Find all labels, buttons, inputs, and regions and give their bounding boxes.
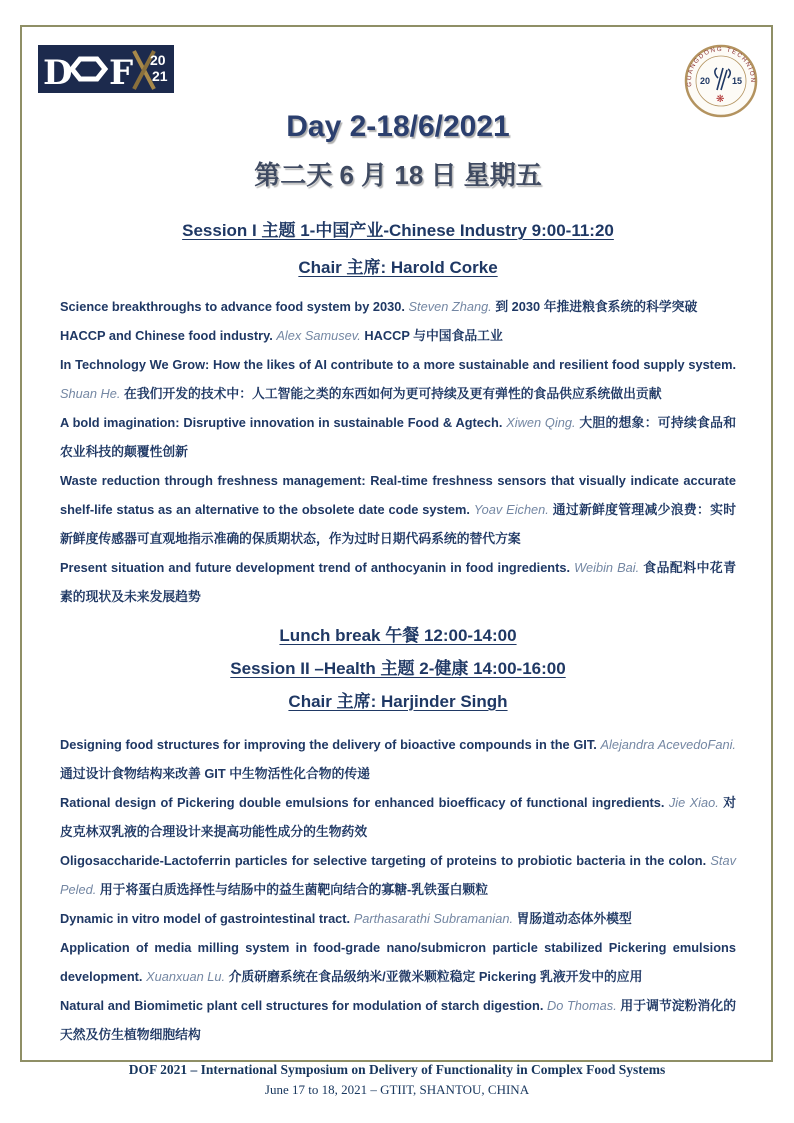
page-footer <box>0 1061 794 1098</box>
talk-author: Stav Peled. <box>60 853 736 897</box>
talk-item-s2-6 <box>60 991 736 1049</box>
logo-year-bottom: 21 <box>152 68 168 84</box>
talk-item-s2-1 <box>60 730 736 788</box>
talk-item-s2-4 <box>60 904 736 933</box>
talk-title-en: Present situation and future development trend of anthocyanin in food ingredients. <box>60 560 571 575</box>
talk-title-zh: 通过设计食物结构来改善 GIT 中生物活性化合物的传递 <box>60 766 370 781</box>
talk-title-zh: 介质研磨系统在食品级纳米/亚微米颗粒稳定 Pickering 乳液开发中的应用 <box>228 969 643 984</box>
talk-title-en: Natural and Biomimetic plant cell structures for modulation of starch digestion. <box>60 998 544 1013</box>
talk-item-s1-4 <box>60 408 736 466</box>
session1-chair: Chair 主席: Harold Corke <box>298 258 498 277</box>
logo-letter-d: D <box>43 53 73 93</box>
talk-author: Do Thomas. <box>547 998 617 1013</box>
talk-author: Weibin Bai. <box>574 560 640 575</box>
talk-author: Xuanxuan Lu. <box>146 969 226 984</box>
logo-letter-f: F <box>109 53 134 93</box>
talk-item-s2-3 <box>60 846 736 904</box>
talk-title-en: Application of media milling system in food-grade nano/submicron particle stabilized Pickering emulsions development. <box>60 940 736 984</box>
talk-item-s1-2 <box>60 321 736 350</box>
talk-author: Steven Zhang. <box>408 299 492 314</box>
talk-title-en: A bold imagination: Disruptive innovation in sustainable Food & Agtech. <box>60 415 503 430</box>
talk-title-zh: 到 2030 年推进粮食系统的科学突破 <box>495 299 698 314</box>
talk-title-zh: 食品配料中花青素的现状及未来发展趋势 <box>60 560 737 604</box>
session1-talk-list <box>60 292 736 611</box>
talk-item-s1-3 <box>60 350 736 408</box>
talk-item-s1-1 <box>60 292 736 321</box>
talk-title-en: Waste reduction through freshness management: Real-time freshness sensors that visually indicate accurate shelf-life status as an alternative to the obsolete date code system. <box>60 473 736 517</box>
talk-title-zh: 对皮克林双乳液的合理设计来提高功能性成分的生物药效 <box>60 795 736 839</box>
talk-title-zh: 用于调节淀粉消化的天然及仿生植物细胞结构 <box>60 998 737 1042</box>
talk-title-zh: 在我们开发的技术中：人工智能之类的东西如何为更可持续及更有弹性的食品供应系统做出贡献 <box>124 386 662 401</box>
talk-title-zh: 通过新鲜度管理减少浪费：实时新鲜度传感器可直观地指示准确的保质期状态，作为过时日期代码系统的替代方案 <box>60 502 737 546</box>
talk-title-zh: 大胆的想象：可持续食品和农业科技的颠覆性创新 <box>60 415 736 459</box>
footer-symposium-title: DOF 2021 – International Symposium on Delivery of Functionality in Complex Food Systems <box>128 1062 666 1077</box>
talk-title-en: Rational design of Pickering double emulsions for enhanced bioefficacy of functional ingredients. <box>60 795 665 810</box>
talk-author: Jie Xiao. <box>668 795 719 810</box>
talk-title-en: HACCP and Chinese food industry. <box>60 328 273 343</box>
talk-author: Shuan He. <box>60 386 121 401</box>
session1-heading: Session I 主题 1-中国产业-Chinese Industry 9:00-11:20 <box>182 221 614 240</box>
talk-author: Yoav Eichen. <box>473 502 549 517</box>
seal-num-left: 20 <box>700 76 711 86</box>
seal-flower-icon: ❋ <box>716 94 725 105</box>
talk-author: Alex Samusev. <box>276 328 361 343</box>
talk-title-zh: 用于将蛋白质选择性与结肠中的益生菌靶向结合的寡糖-乳铁蛋白颗粒 <box>99 882 489 897</box>
talk-item-s1-5 <box>60 466 736 553</box>
logo-year-top: 20 <box>150 52 166 68</box>
day-title-zh: 第二天 6 月 18 日 星期五 <box>254 160 542 190</box>
talk-title-en: Science breakthroughs to advance food system by 2030. <box>60 299 405 314</box>
lunch-break-heading: Lunch break 午餐 12:00-14:00 <box>279 626 517 645</box>
talk-title-en: Dynamic in vitro model of gastrointestinal tract. <box>60 911 351 926</box>
session2-chair: Chair 主席: Harjinder Singh <box>288 692 508 711</box>
talk-item-s1-6 <box>60 553 736 611</box>
talk-title-zh: HACCP 与中国食品工业 <box>364 328 503 343</box>
talk-title-en: Oligosaccharide-Lactoferrin particles for selective targeting of proteins to probiotic bacteria in the colon. <box>60 853 707 868</box>
talk-author: Parthasarathi Subramanian. <box>353 911 514 926</box>
footer-date-location: June 17 to 18, 2021 – GTIIT, SHANTOU, CHINA <box>264 1082 530 1097</box>
seal-ring-text: GUANGDONG TECHNION <box>685 45 757 87</box>
talk-title-en: In Technology We Grow: How the likes of AI contribute to a more sustainable and resilient food supply system. <box>60 357 736 372</box>
midday-block <box>60 619 736 718</box>
talk-item-s2-2 <box>60 788 736 846</box>
talk-author: Alejandra AcevedoFani. <box>600 737 736 752</box>
talk-item-s2-5 <box>60 933 736 991</box>
talk-title-en: Designing food structures for improving the delivery of bioactive compounds in the GIT. <box>60 737 597 752</box>
seal-num-right: 15 <box>732 76 743 86</box>
day-title-en: Day 2-18/6/2021 <box>286 110 510 143</box>
session2-talk-list <box>60 730 736 1049</box>
talk-author: Xiwen Qing. <box>506 415 576 430</box>
talk-title-zh: 胃肠道动态体外模型 <box>516 911 632 926</box>
session2-heading: Session II –Health 主题 2-健康 14:00-16:00 <box>230 659 566 678</box>
